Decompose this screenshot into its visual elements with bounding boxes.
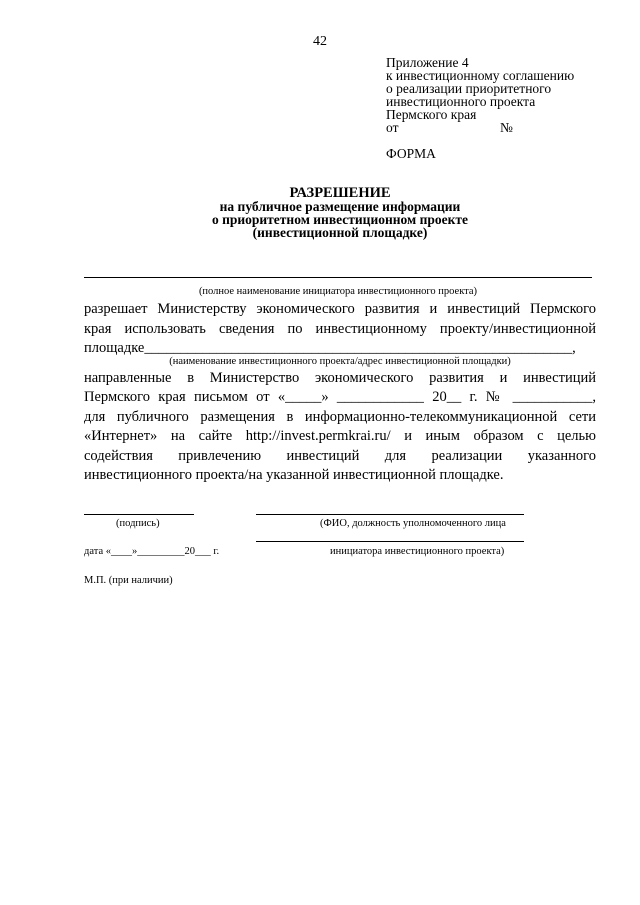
fio-caption: (ФИО, должность уполномоченного лица <box>320 518 506 529</box>
appendix-date-number <box>386 121 574 134</box>
body-line: Пермского края письмом от «_____» ____________ 20__ г. № ___________, <box>84 389 596 405</box>
body-line: для публичного размещения в информационно-телекоммуникационной сети <box>84 408 596 425</box>
title-line: о приоритетном инвестиционном проекте <box>211 212 469 227</box>
body-line: содействия привлечению инвестиций для реализации указанного <box>84 447 596 464</box>
body-line: инвестиционного проекта/на указанной инвестиционной площадке. <box>84 467 504 483</box>
title-line: на публичное размещение информации <box>219 199 461 214</box>
appendix-line: Пермского края <box>386 107 477 122</box>
permission-body <box>84 300 596 486</box>
date-field: дата «____»_________20___ г. <box>84 546 220 557</box>
appendix-line: к инвестиционному соглашению <box>386 68 575 83</box>
stamp-note: М.П. (при наличии) <box>84 575 173 586</box>
appendix-line: инвестиционного проекта <box>386 94 536 109</box>
title-line: (инвестиционной площадке) <box>252 225 428 240</box>
initiator-position-line <box>256 541 524 542</box>
page-number: 42 <box>313 34 327 49</box>
title-heading: РАЗРЕШЕНИЕ <box>289 185 391 201</box>
appendix-line: Приложение 4 <box>386 55 469 70</box>
project-caption: (наименование инвестиционного проекта/адрес инвестиционной площадки) <box>169 355 511 367</box>
body-line: «Интернет» на сайте http://invest.permkrai.ru/ и иным образом с целью <box>84 428 596 444</box>
initiator-caption-2: инициатора инвестиционного проекта) <box>330 546 505 557</box>
appendix-no-label: № <box>500 120 513 135</box>
body-line: направленные в Министерство экономического развития и инвестиций <box>84 369 596 386</box>
body-line: разрешает Министерству экономического развития и инвестиций Пермского <box>84 301 596 317</box>
initiator-blank-line <box>84 277 592 278</box>
signature-caption: (подпись) <box>116 518 160 529</box>
document-title <box>120 187 560 239</box>
appendix-ot-label: от <box>386 120 399 135</box>
forma-label: ФОРМА <box>386 146 436 161</box>
body-line: края использовать сведения по инвестиционному проекту/инвестиционной <box>84 320 596 337</box>
appendix-block <box>386 56 574 134</box>
appendix-line: о реализации приоритетного <box>386 81 552 96</box>
initiator-caption: (полное наименование инициатора инвестиционного проекта) <box>198 286 478 297</box>
signature-blank-line <box>84 514 194 515</box>
fio-blank-line <box>256 514 524 515</box>
body-line: площадке___________________________________________________________, <box>84 340 576 356</box>
